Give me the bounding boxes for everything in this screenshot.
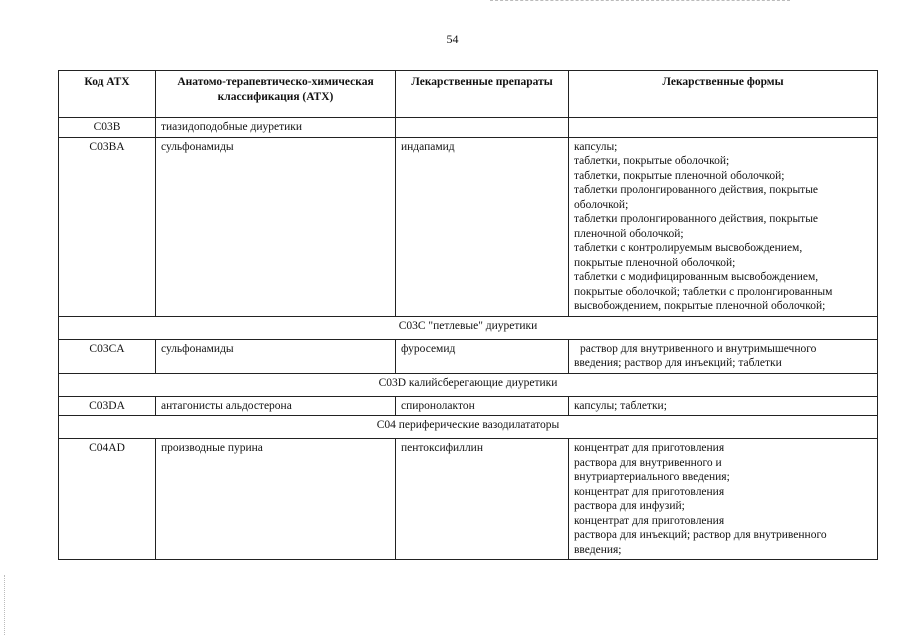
dosage-forms	[569, 339, 878, 373]
dosage-form-line: введения;	[574, 543, 622, 556]
page-number: 54	[446, 32, 459, 46]
atx-classification: тиазидоподобные диуретики	[156, 118, 396, 138]
section-row	[59, 373, 878, 396]
header-code: Код АТХ	[59, 71, 156, 118]
dosage-forms	[569, 137, 878, 316]
atx-classification: производные пурина	[156, 439, 396, 560]
section-row	[59, 316, 878, 339]
drug-name: пентоксифиллин	[396, 439, 569, 560]
dosage-form-line: таблетки с модифицированным высвобождением,	[574, 271, 819, 283]
dosage-form-line: таблетки пролонгированного действия, покрытые	[574, 213, 819, 225]
dosage-form-line: концентрат для приготовления	[574, 514, 725, 527]
atx-classification: антагонисты альдостерона	[156, 396, 396, 416]
dosage-form-line: капсулы;	[574, 140, 618, 153]
scan-top-rule	[490, 0, 790, 2]
dosage-form-line: таблетки с контролируемым высвобождением,	[574, 242, 803, 254]
dosage-forms	[569, 118, 878, 138]
drug-name: спиронолактон	[396, 396, 569, 416]
dosage-form-line: таблетки, покрытые пленочной оболочкой;	[574, 169, 785, 182]
header-drugs: Лекарственные препараты	[396, 71, 569, 118]
dosage-form-line: введения; раствор для инъекций; таблетки	[574, 357, 782, 369]
dosage-form-line: раствора для инфузий;	[574, 500, 685, 512]
table-row	[59, 439, 878, 560]
dosage-form-line: внутриартериального введения;	[574, 471, 730, 483]
dosage-forms	[569, 439, 878, 560]
atx-code: C03CA	[59, 339, 156, 373]
scan-left-mark	[4, 575, 6, 635]
dosage-form-line: таблетки пролонгированного действия, покрытые	[574, 184, 819, 196]
table-row	[59, 396, 878, 416]
dosage-form-line: высвобождением, покрытые пленочной оболочкой;	[574, 300, 826, 312]
atx-table	[58, 70, 878, 560]
dosage-form-line: раствора для инъекций; раствор для внутривенного	[574, 529, 827, 541]
atx-code: C03B	[59, 118, 156, 138]
drug-name: индапамид	[396, 137, 569, 316]
dosage-form-line: раствора для внутривенного и	[574, 456, 722, 469]
drug-name	[396, 118, 569, 138]
table-row	[59, 118, 878, 138]
dosage-forms	[569, 396, 878, 416]
dosage-form-line: концентрат для приготовления	[574, 485, 725, 498]
header-row	[59, 71, 878, 118]
dosage-form-line: пленочной оболочкой;	[574, 227, 684, 240]
drug-name: фуросемид	[396, 339, 569, 373]
table-row	[59, 137, 878, 316]
table-row	[59, 339, 878, 373]
section-title: C04 периферические вазодилататоры	[59, 416, 878, 439]
section-row	[59, 416, 878, 439]
header-forms: Лекарственные формы	[569, 71, 878, 118]
dosage-form-line: оболочкой;	[574, 198, 629, 211]
section-title: C03C "петлевые" диуретики	[59, 316, 878, 339]
dosage-form-line: покрытые оболочкой; таблетки с пролонгированным	[574, 285, 833, 298]
dosage-form-line: капсулы; таблетки;	[574, 399, 667, 412]
dosage-form-line: концентрат для приготовления	[574, 442, 725, 454]
dosage-form-line: раствор для внутривенного и внутримышечного	[580, 342, 817, 355]
dosage-form-line: таблетки, покрытые оболочкой;	[574, 155, 730, 167]
atx-code: C03DA	[59, 396, 156, 416]
atx-classification: сульфонамиды	[156, 137, 396, 316]
section-title: C03D калийсберегающие диуретики	[59, 373, 878, 396]
atx-code: C04AD	[59, 439, 156, 560]
dosage-form-line: покрытые пленочной оболочкой;	[574, 256, 736, 269]
header-classification: Анатомо-терапевтическо-химическая классификация (АТХ)	[156, 71, 396, 118]
atx-code: C03BA	[59, 137, 156, 316]
atx-classification: сульфонамиды	[156, 339, 396, 373]
